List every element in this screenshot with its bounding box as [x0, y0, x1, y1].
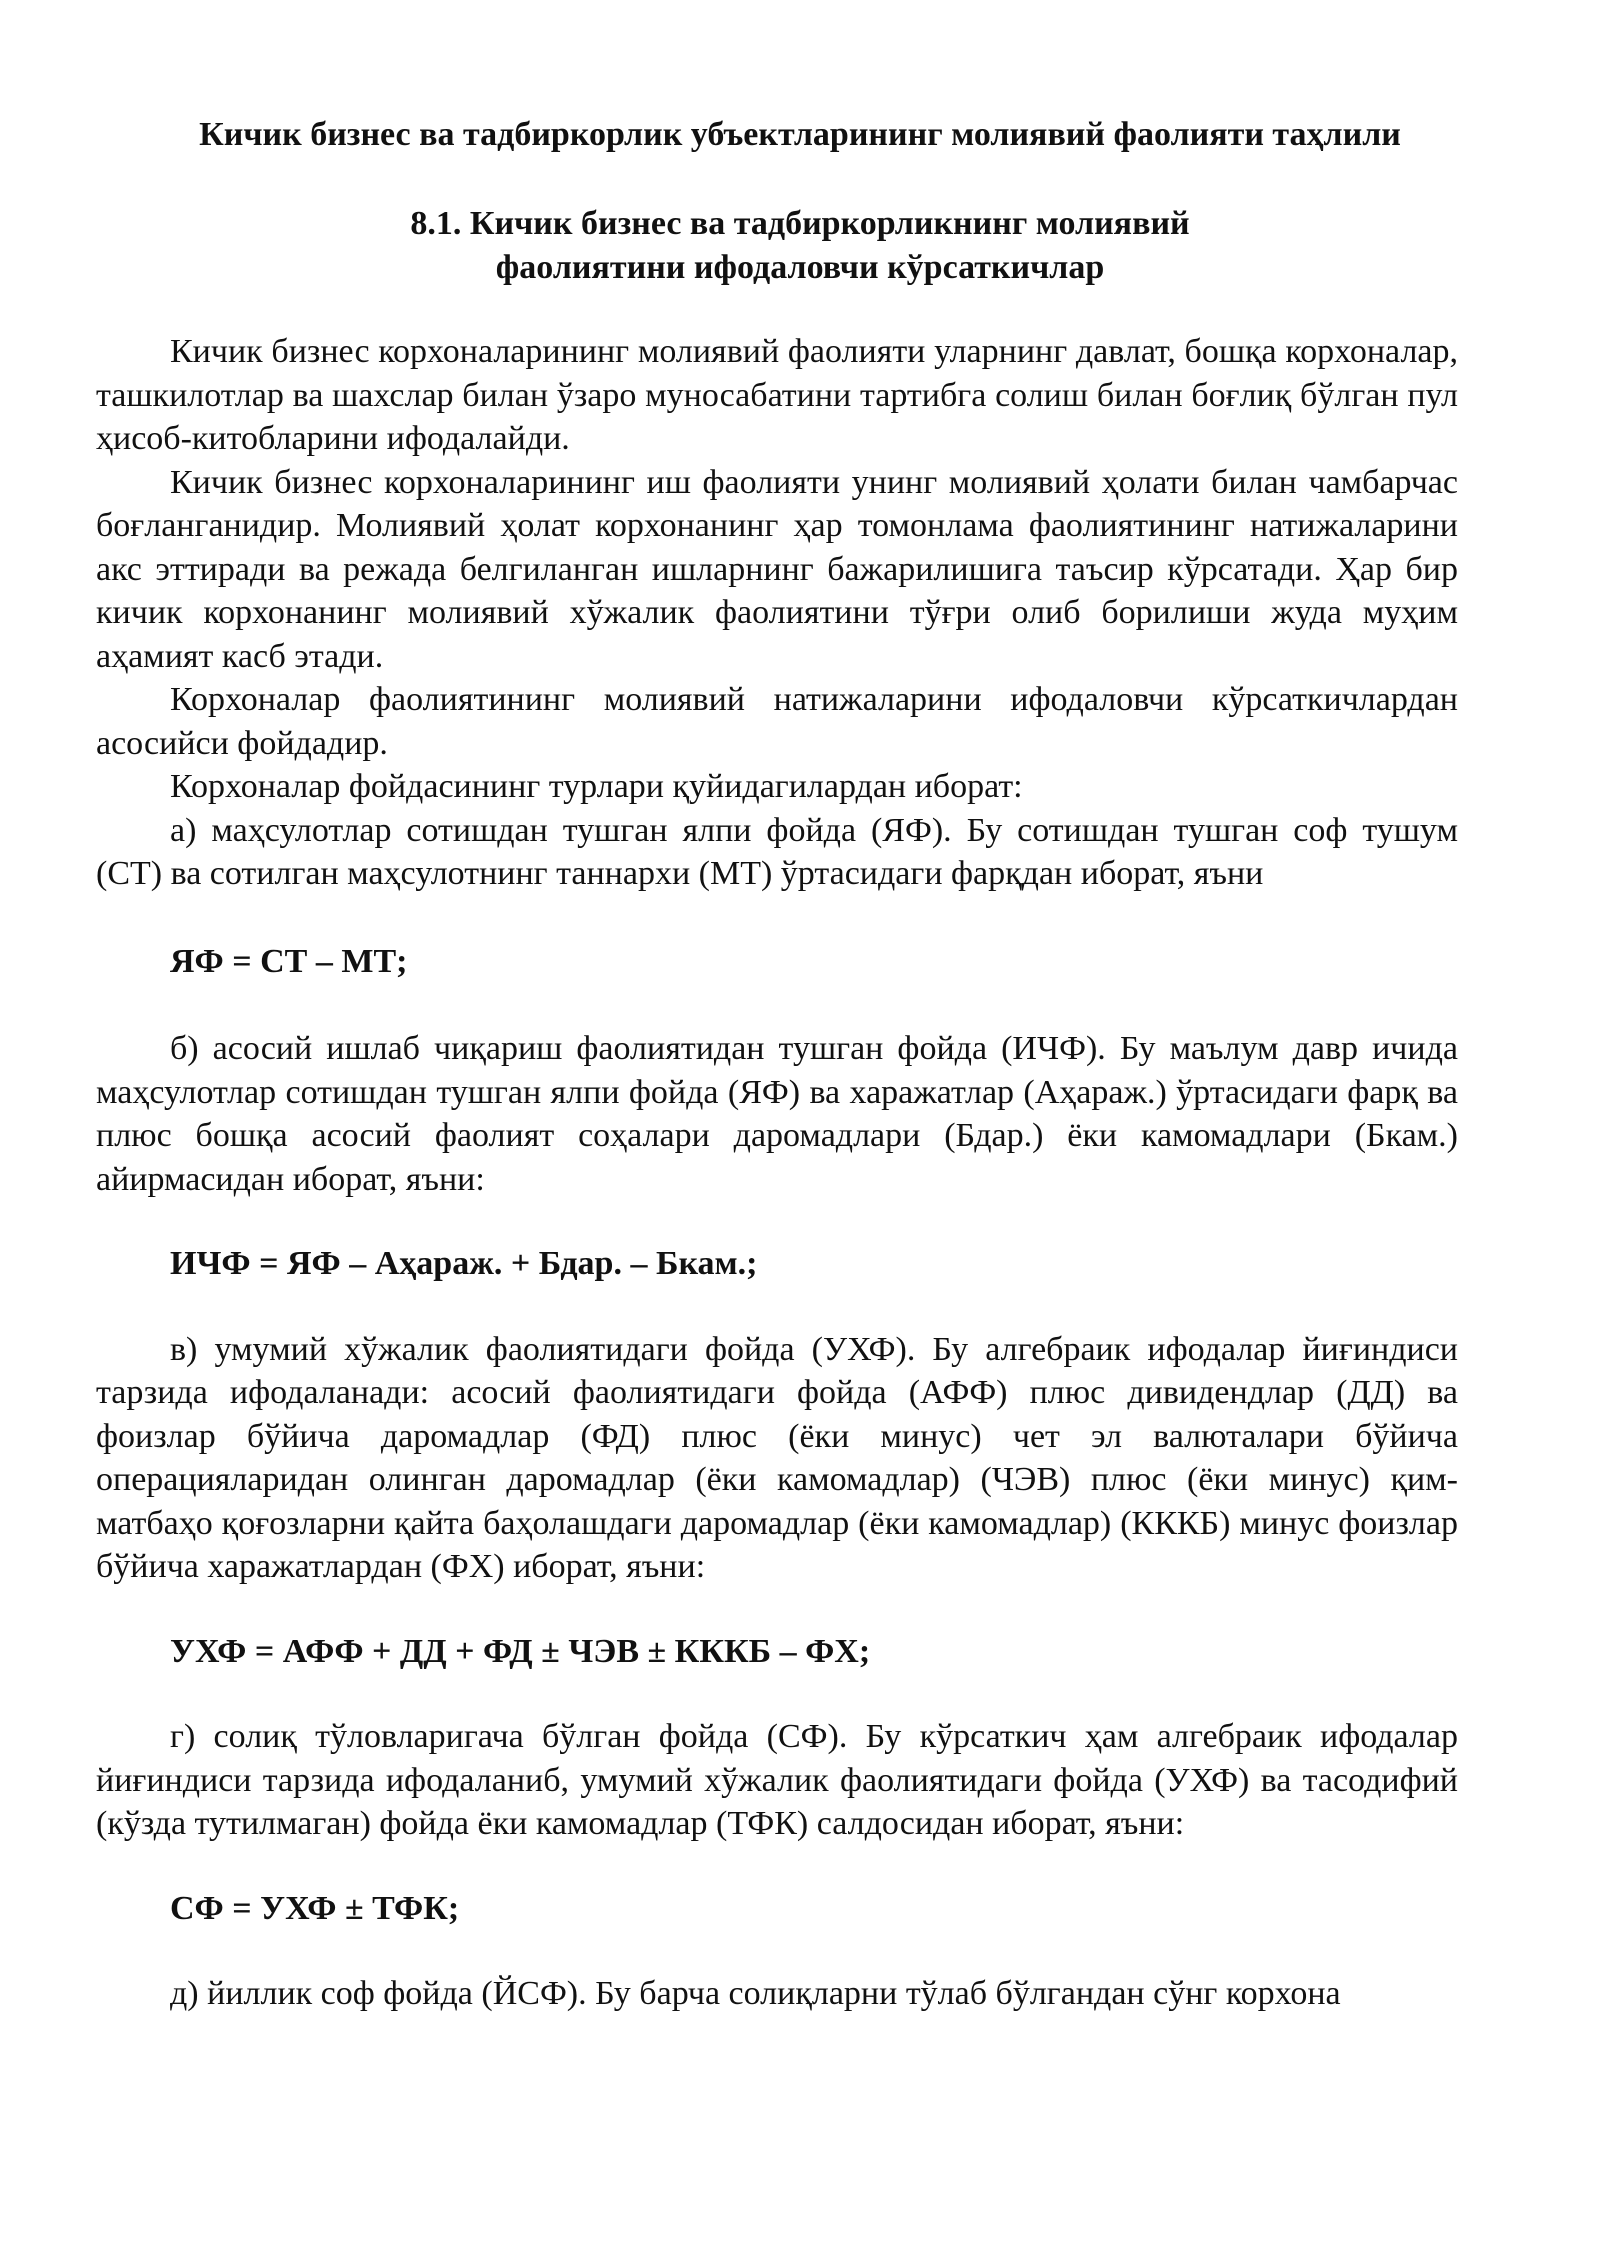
- formula-2: ИЧФ = ЯФ – Аҳараж. + Бдар. – Бкам.;: [170, 1245, 758, 1282]
- body-text: [96, 330, 1458, 2016]
- formula-1: ЯФ = СТ – МТ;: [170, 942, 408, 980]
- section-title-line-2: фаолиятини ифодаловчи кўрсаткичлар: [495, 249, 1105, 286]
- paragraph-2: Кичик бизнес корхоналарининг иш фаолияти унинг молиявий ҳолати билан чамбарчас боғланганидир. Молиявий ҳолат корхонанинг ҳар томонлама фаолиятининг натижаларини акс эттиради ва режада белгиланган ишларнинг бажарилишига таъсир кўрсатади. Ҳар бир кичик корхонанинг молиявий хўжалик фаолиятини тўғри олиб борилиши жуда муҳим аҳамият касб этади.: [96, 463, 1458, 675]
- section-title-line-1: 8.1. Кичик бизнес ва тадбиркорликнинг молиявий: [410, 205, 1190, 242]
- paragraph-3: Корхоналар фаолиятининг молиявий натижаларини ифодаловчи кўрсаткичлардан асосийси фойдадир.: [96, 681, 1458, 762]
- paragraph-4: Корхоналар фойдасининг турлари қуйидагилардан иборат:: [170, 768, 1023, 805]
- formula-4: СФ = УХФ ± ТФК;: [170, 1889, 460, 1927]
- main-title: Кичик бизнес ва тадбиркорлик убъектларининг молиявий фаолияти таҳлили: [199, 116, 1401, 153]
- formula-3: УХФ = АФФ + ДД + ФД ± ЧЭВ ± КККБ – ФХ;: [170, 1632, 871, 1670]
- paragraph-7: в) умумий хўжалик фаолиятидаги фойда (УХФ). Бу алгебраик ифодалар йиғиндиси тарзида ифодаланади: асосий фаолиятидаги фойда (АФФ) плюс дивидендлар (ДД) ва фоизлар бўйича даромадлар (ФД) плюс (ёки минус) чет эл валюталари бўйича операцияларидан олинган даромадлар (ёки камомадлар) (ЧЭВ) плюс (ёки минус) қим-матбаҳо қоғозларни қайта баҳолашдаги даромадлар (ёки камомадлар) (КККБ) минус фоизлар бўйича харажатлардан (ФХ) иборат, яъни:: [96, 1330, 1458, 1585]
- paragraph-5: а) маҳсулотлар сотишдан тушган ялпи фойда (ЯФ). Бу сотишдан тушган соф тушум (СТ) ва сотилган маҳсулотнинг таннархи (МТ) ўртасидаги фарқдан иборат, яъни: [96, 811, 1458, 892]
- paragraph-6: б) асосий ишлаб чиқариш фаолиятидан тушган фойда (ИЧФ). Бу маълум давр ичида маҳсулотлар сотишдан тушган ялпи фойда (ЯФ) ва харажатлар (Аҳараж.) ўртасидаги фарқ ва плюс бошқа асосий фаолият соҳалари даромадлари (Бдар.) ёки камомадлари (Бкам.) айирмасидан иборат, яъни:: [96, 1030, 1458, 1198]
- paragraph-8: г) солиқ тўловларигача бўлган фойда (СФ). Бу кўрсаткич ҳам алгебраик ифодалар йиғиндиси тарзида ифодаланиб, умумий хўжалик фаолиятидаги фойда (УХФ) ва тасодифий (кўзда тутилмаган) фойда ёки камомадлар (ТФК) салдосидан иборат, яъни:: [96, 1718, 1458, 1842]
- section-title: [96, 202, 1504, 290]
- paragraph-1: Кичик бизнес корхоналарининг молиявий фаолияти уларнинг давлат, бошқа корхоналар, ташкилотлар ва шахслар билан ўзаро муносабатини тартибга солиш билан боғлиқ бўлган пул ҳисоб-китобларини ифодалайди.: [96, 333, 1458, 457]
- paragraph-9: д) йиллик соф фойда (ЙСФ). Бу барча солиқларни тўлаб бўлгандан сўнг корхона: [170, 1975, 1341, 2012]
